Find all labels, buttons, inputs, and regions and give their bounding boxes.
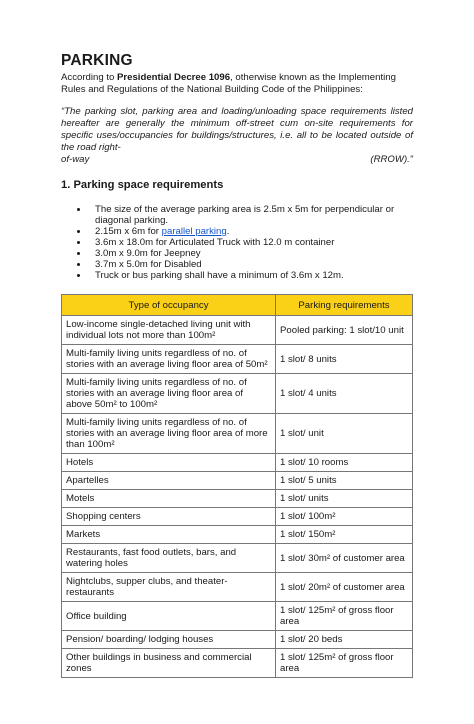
table-row [62,508,413,526]
table-row [62,374,413,414]
requirement-cell: 1 slot/ 20 beds [276,631,413,649]
list-item: • Truck or bus parking shall have a minimum of 3.6m x 12m. [89,270,413,281]
requirement-cell: 1 slot/ unit [276,414,413,454]
header-parking-requirements: Parking requirements [276,295,413,316]
table-row [62,602,413,631]
quoted-regulation [61,106,413,166]
requirement-cell: 1 slot/ 125m² of gross floor area [276,602,413,631]
intro-paragraph [61,72,413,96]
occupancy-cell: Motels [62,490,276,508]
section-heading: 1. Parking space requirements [61,179,224,191]
list-item [89,226,413,237]
list-item: • 3.6m x 18.0m for Articulated Truck with 12.0 m container [89,237,413,248]
parallel-parking-link[interactable]: parallel parking [161,226,227,237]
requirement-cell: 1 slot/ 10 rooms [276,454,413,472]
table-header-row [62,295,413,316]
decree-name: Presidential Decree 1096 [117,72,231,83]
occupancy-cell: Hotels [62,454,276,472]
occupancy-cell: Low-income single-detached living unit with individual lots not more than 100m² [62,316,276,345]
table-row [62,472,413,490]
quote-end-left: of-way [61,154,90,165]
quote-end-right: (RROW).” [370,154,413,165]
requirement-cell: 1 slot/ 150m² [276,526,413,544]
table-row [62,316,413,345]
intro-text-end: , otherwise known as the Implementing Rules and Regulations of the National Building Code of the Philippines: [61,72,396,95]
table-row [62,414,413,454]
requirement-cell: 1 slot/ 8 units [276,345,413,374]
requirement-cell: Pooled parking: 1 slot/10 unit [276,316,413,345]
occupancy-cell: Multi-family living units regardless of no. of stories with an average living floor area of 50m² [62,345,276,374]
occupancy-cell: Restaurants, fast food outlets, bars, and watering holes [62,544,276,573]
occupancy-cell: Markets [62,526,276,544]
table-row [62,490,413,508]
page-title: PARKING [61,52,133,69]
requirement-cell: 1 slot/ 20m² of customer area [276,573,413,602]
quote-last-line [61,154,413,166]
occupancy-cell: Apartelles [62,472,276,490]
occupancy-cell: Other buildings in business and commercial zones [62,649,276,678]
requirements-list [61,204,413,281]
requirement-cell: 1 slot/ 4 units [276,374,413,414]
table-row [62,544,413,573]
list-item: • 3.7m x 5.0m for Disabled [89,259,413,270]
requirement-cell: 1 slot/ 100m² [276,508,413,526]
occupancy-cell: Office building [62,602,276,631]
occupancy-cell: Pension/ boarding/ lodging houses [62,631,276,649]
occupancy-cell: Shopping centers [62,508,276,526]
table-row [62,573,413,602]
requirement-cell: 1 slot/ units [276,490,413,508]
requirement-cell: 1 slot/ 125m² of gross floor area [276,649,413,678]
occupancy-cell: Nightclubs, supper clubs, and theater-restaurants [62,573,276,602]
table-row [62,345,413,374]
table-row [62,454,413,472]
quote-body: “The parking slot, parking area and loading/unloading space requirements listed hereafter are generally the minimum off-street cum on-site requirements for specific uses/occupancies for buildings/structures, i.e. all to be located outside of the road right- [61,106,413,153]
occupancy-cell: Multi-family living units regardless of no. of stories with an average living floor area of more than 100m² [62,414,276,454]
table-row [62,631,413,649]
table-row [62,526,413,544]
intro-text-start: According to [61,72,117,83]
list-item-suffix: . [226,226,230,237]
requirement-cell: 1 slot/ 5 units [276,472,413,490]
list-item: • 3.0m x 9.0m for Jeepney [89,248,413,259]
header-type-of-occupancy: Type of occupancy [62,295,276,316]
requirement-cell: 1 slot/ 30m² of customer area [276,544,413,573]
list-item: • The size of the average parking area is 2.5m x 5m for perpendicular or diagonal parking. [89,204,413,226]
parking-requirements-table [61,294,413,678]
list-item-text: 2.15m x 6m for [95,226,162,237]
occupancy-cell: Multi-family living units regardless of no. of stories with an average living floor area of above 50m² to 100m² [62,374,276,414]
table-row [62,649,413,678]
